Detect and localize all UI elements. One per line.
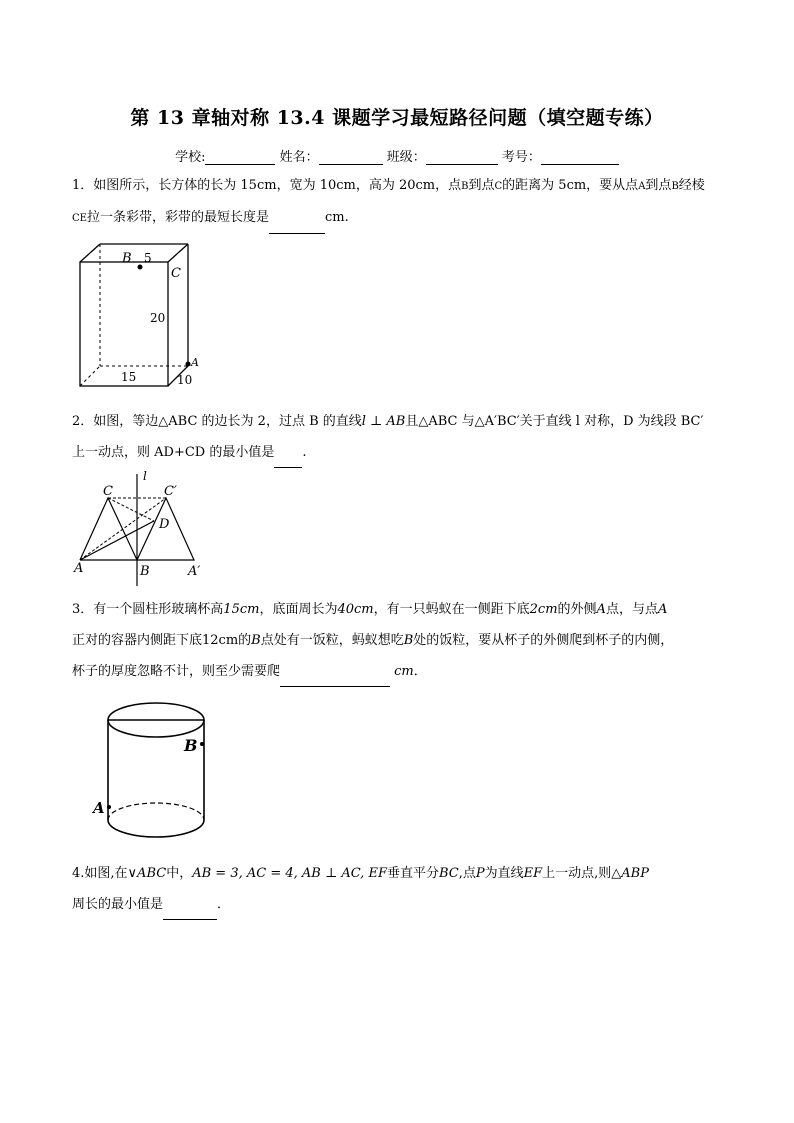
q3-text: 正对的容器内侧距下底12cm的 bbox=[72, 633, 252, 648]
question-4 bbox=[72, 858, 724, 920]
q1-text: 如图所示，长方体的长为 15cm，宽为 10cm，高为 20cm，点 bbox=[93, 178, 462, 193]
q3-fig-label-b: B bbox=[184, 736, 198, 755]
q1-text: 的距离为 5cm，要从点 bbox=[502, 178, 639, 193]
q4-triangle: ∨ABC bbox=[127, 866, 167, 881]
q2-triangles-figure bbox=[70, 468, 210, 588]
q3-point-b: B bbox=[403, 633, 414, 648]
q3-point-a: A bbox=[657, 602, 668, 617]
q1-text: 到点 bbox=[645, 178, 672, 193]
q4-text: 垂直平分 bbox=[386, 866, 439, 881]
q1-point-a-marker bbox=[186, 362, 191, 367]
q3-text: 处的饭粒，要从杯子的外侧爬到杯子的内侧， bbox=[413, 633, 674, 648]
q2-fig-label-a-prime: A′ bbox=[188, 564, 201, 579]
q4-bc: BC bbox=[438, 866, 459, 881]
q3-unit: cm bbox=[394, 664, 414, 679]
q4-text: 上一动点,则△ bbox=[542, 866, 622, 881]
q1-point-b: B bbox=[461, 181, 469, 192]
q2-fig-label-d: D bbox=[159, 517, 170, 532]
q1-fig-label-b: B bbox=[122, 251, 132, 266]
page-title: 第 13 章轴对称 13.4 课题学习最短路径问题（填空题专练） bbox=[130, 107, 664, 129]
q3-point-a: A bbox=[596, 602, 606, 617]
name-blank[interactable] bbox=[319, 150, 383, 165]
q4-text: 为直线 bbox=[484, 866, 524, 881]
q3-answer-blank[interactable] bbox=[280, 671, 390, 687]
exam-no-blank[interactable] bbox=[541, 150, 619, 165]
q4-text: ,点 bbox=[458, 866, 476, 881]
q1-text: 经棱 bbox=[678, 178, 705, 193]
q4-text: 如图,在 bbox=[84, 866, 128, 881]
q1-number: 1． bbox=[72, 178, 94, 193]
q1-unit: cm. bbox=[324, 210, 349, 225]
name-label: 姓名： bbox=[279, 150, 319, 165]
question-2 bbox=[72, 406, 724, 468]
q2-text: 且△ABC 与△A′BC′关于直线 l 对称，D 为线段 BC′ bbox=[405, 414, 704, 429]
q3-height: 15cm bbox=[223, 602, 260, 617]
q4-point-p: P bbox=[475, 866, 485, 881]
q1-point-c: C bbox=[494, 181, 503, 192]
q2-fig-label-l: l bbox=[143, 469, 147, 483]
q1-answer-blank[interactable] bbox=[269, 218, 325, 234]
q2-text: 上一动点，则 AD+CD 的最小值是 bbox=[72, 445, 275, 460]
student-info-line bbox=[0, 146, 794, 165]
q3-point-b: B bbox=[251, 633, 261, 648]
q2-math: l ⊥ AB bbox=[361, 414, 406, 429]
q1-point-b: B bbox=[671, 181, 679, 192]
q4-ef: EF bbox=[523, 866, 543, 881]
q2-fig-label-a: A bbox=[74, 561, 84, 576]
q4-abp: ABP bbox=[621, 866, 649, 881]
q4-number: 4. bbox=[72, 866, 85, 881]
q3-text: ，有一只蚂蚁在一侧距下底 bbox=[373, 602, 530, 617]
q1-fig-label-5: 5 bbox=[144, 251, 152, 265]
q2-text: 如图，等边△ABC 的边长为 2，过点 B 的直线 bbox=[93, 414, 362, 429]
q2-fig-label-c-prime: C′ bbox=[164, 484, 177, 499]
q3-point-b-marker bbox=[200, 742, 204, 746]
q1-text: 拉一条彩带，彩带的最短长度是 bbox=[86, 210, 269, 225]
q2-answer-blank[interactable] bbox=[274, 452, 302, 468]
q1-fig-label-10: 10 bbox=[177, 373, 193, 387]
q3-text: 有一个圆柱形玻璃杯高 bbox=[93, 602, 224, 617]
q3-end: ． bbox=[413, 664, 427, 679]
q3-text: 点处有一饭粒，蚂蚁想吃 bbox=[260, 633, 404, 648]
class-label: 班级： bbox=[386, 150, 426, 165]
q1-fig-label-15: 15 bbox=[121, 370, 137, 384]
q1-fig-label-c: C bbox=[171, 266, 181, 281]
q3-circumference: 40cm bbox=[337, 602, 374, 617]
q3-number: 3． bbox=[72, 602, 94, 617]
q1-fig-label-a: A bbox=[191, 356, 199, 369]
school-blank[interactable] bbox=[205, 150, 275, 165]
exam-no-label: 考号： bbox=[501, 150, 541, 165]
q1-point-b-marker bbox=[138, 265, 143, 270]
q3-fig-label-a: A bbox=[93, 799, 105, 817]
q4-condition: AB = 3, AC = 4, AB ⊥ AC, EF bbox=[192, 866, 387, 881]
q3-text: ，底面周长为 bbox=[259, 602, 338, 617]
q1-edge-ce: CE bbox=[72, 213, 87, 224]
q3-distance: 2cm bbox=[529, 602, 558, 617]
question-1 bbox=[72, 170, 724, 234]
q3-text: 杯子的厚度忽略不计，则至少需要爬 bbox=[72, 664, 281, 679]
q1-cuboid-figure bbox=[76, 240, 206, 390]
q4-text: 周长的最小值是 bbox=[72, 897, 164, 912]
q3-point-a-marker bbox=[107, 805, 111, 809]
q2-end: . bbox=[302, 445, 307, 460]
q4-text: 中， bbox=[166, 866, 193, 881]
q1-fig-label-20: 20 bbox=[150, 311, 166, 325]
q3-text: 的外侧 bbox=[557, 602, 597, 617]
class-blank[interactable] bbox=[426, 150, 498, 165]
q1-point-a: A bbox=[638, 181, 646, 192]
school-label: 学校: bbox=[175, 150, 206, 165]
q3-cylinder-figure bbox=[90, 698, 220, 850]
q4-end: ． bbox=[217, 897, 231, 912]
q1-text: 到点 bbox=[468, 178, 495, 193]
q4-answer-blank[interactable] bbox=[163, 904, 217, 920]
q2-number: 2． bbox=[72, 414, 94, 429]
q2-fig-label-b: B bbox=[140, 564, 150, 579]
q3-text: 点，与点 bbox=[605, 602, 658, 617]
q2-fig-label-c: C bbox=[103, 484, 113, 499]
question-3 bbox=[72, 594, 724, 687]
